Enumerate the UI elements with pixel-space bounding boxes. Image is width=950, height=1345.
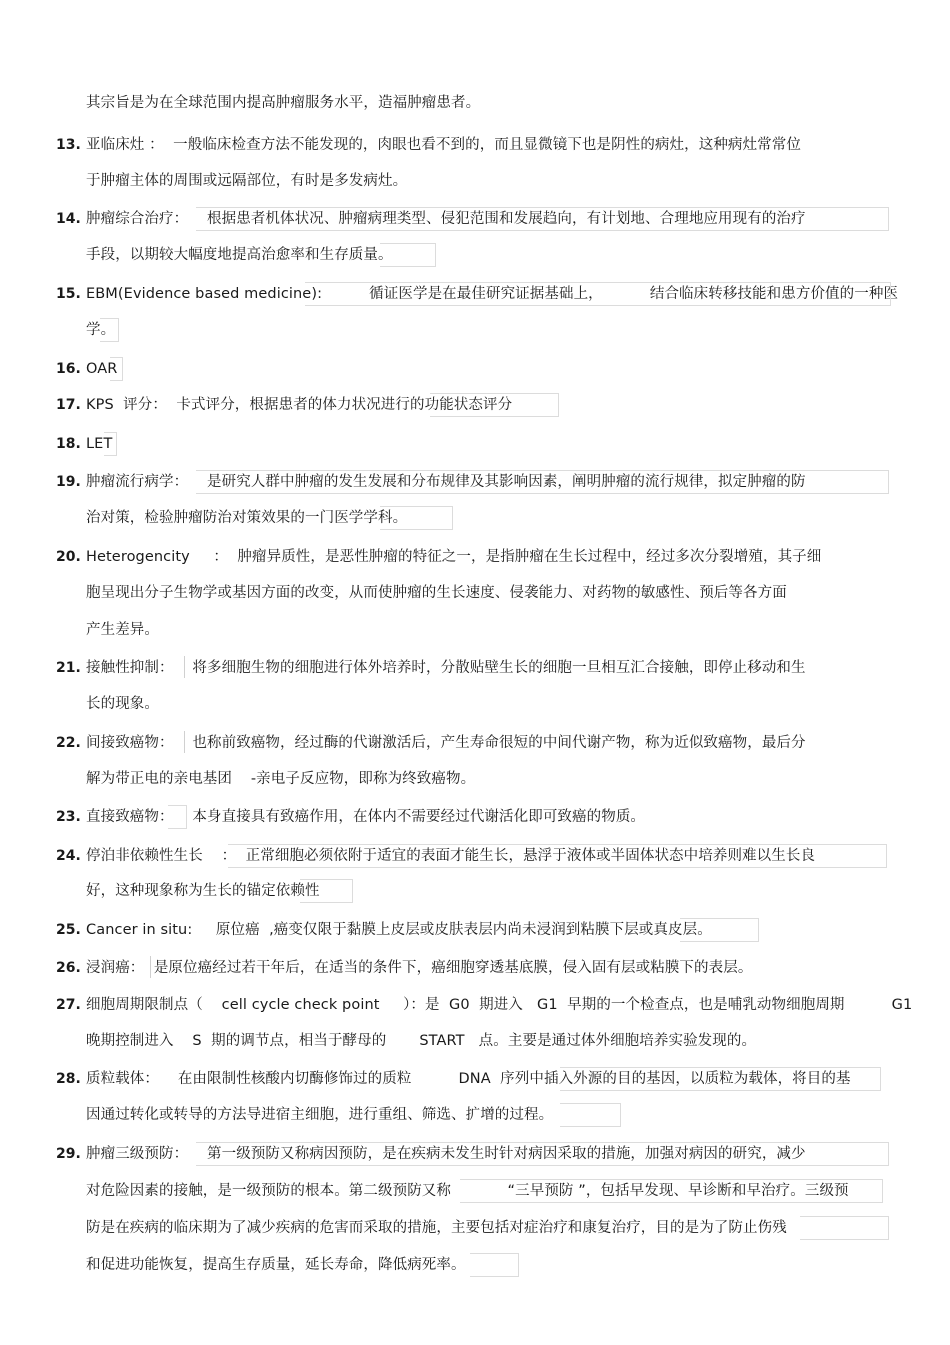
entry-number: 28.	[56, 1071, 81, 1087]
entry-21-line-1: 接触性抑制： 将多细胞生物的细胞进行体外培养时，分散贴壁生长的细胞一旦相互汇合接触，即停止移动和生	[86, 660, 806, 676]
scan-mark	[184, 731, 185, 753]
entry-26-line-1: 浸润癌： 是原位癌经过若干年后，在适当的条件下，癌细胞穿透基底膜，侵入固有层或粘膜下的表层。	[86, 960, 753, 976]
entry-number: 15.	[56, 286, 81, 302]
intro-line: 其宗旨是为在全球范围内提高肿瘤服务水平，造福肿瘤患者。	[86, 95, 481, 111]
entry-27-line-1: 细胞周期限制点（ cell cycle check point ）：是 G0 期进入 G1 早期的一个检查点，也是哺乳动物细胞周期 G1	[86, 997, 913, 1013]
entry-number: 19.	[56, 474, 81, 490]
scan-frame	[560, 1103, 621, 1127]
entry-number: 21.	[56, 660, 81, 676]
entry-20-line-2: 胞呈现出分子生物学或基因方面的改变，从而使肿瘤的生长速度、侵袭能力、对药物的敏感性、预后等各方面	[86, 585, 787, 601]
entry-20-line-3: 产生差异。	[86, 622, 159, 638]
entry-22-line-2: 解为带正电的亲电基团 -亲电子反应物，即称为终致癌物。	[86, 771, 476, 787]
entry-14-line-2: 手段，以期较大幅度地提高治愈率和生存质量。	[86, 247, 393, 263]
entry-25-line-1: Cancer in situ: 原位癌 ,癌变仅限于黏膜上皮层或皮肤表层内尚未浸润到粘膜下层或真皮层。	[86, 922, 712, 938]
entry-27-line-2: 晚期控制进入 S 期的调节点，相当于酵母的 START 点。主要是通过体外细胞培养实验发现的。	[86, 1033, 757, 1049]
entry-number: 16.	[56, 361, 81, 377]
entry-23-line-1: 直接致癌物： 本身直接具有致癌作用，在体内不需要经过代谢活化即可致癌的物质。	[86, 809, 646, 825]
entry-number: 26.	[56, 960, 81, 976]
entry-28-line-1: 质粒载体： 在由限制性核酸内切酶修饰过的质粒 DNA 序列中插入外源的目的基因，以质粒为载体，将目的基	[86, 1071, 851, 1087]
entry-19-line-1: 肿瘤流行病学： 是研究人群中肿瘤的发生发展和分布规律及其影响因素，阐明肿瘤的流行规律，拟定肿瘤的防	[86, 474, 806, 490]
scan-frame	[800, 1216, 889, 1240]
entry-number: 14.	[56, 211, 81, 227]
entry-number: 18.	[56, 436, 81, 452]
entry-29-line-4: 和促进功能恢复，提高生存质量，延长寿命，降低病死率。	[86, 1257, 466, 1273]
entry-20-line-1: Heterogencity ： 肿瘤异质性，是恶性肿瘤的特征之一，是指肿瘤在生长过程中，经过多次分裂增殖，其子细	[86, 549, 822, 565]
entry-29-line-3: 防是在疾病的临床期为了减少疾病的危害而采取的措施，主要包括对症治疗和康复治疗，目的是为了防止伤残	[86, 1220, 787, 1236]
entry-19-line-2: 治对策，检验肿瘤防治对策效果的一门医学学科。	[86, 510, 408, 526]
entry-number: 29.	[56, 1146, 81, 1162]
entry-number: 27.	[56, 997, 81, 1013]
entry-number: 25.	[56, 922, 81, 938]
entry-13-line-2: 于肿瘤主体的周围或远隔部位，有时是多发病灶。	[86, 173, 408, 189]
entry-15-line-1: EBM(Evidence based medicine): 循证医学是在最佳研究证据基础上， 结合临床转移技能和患方价值的一种医	[86, 286, 899, 302]
entry-number: 24.	[56, 848, 81, 864]
entry-number: 22.	[56, 735, 81, 751]
entry-21-line-2: 长的现象。	[86, 696, 159, 712]
scan-mark	[184, 656, 185, 678]
entry-16-line-1: OAR	[86, 361, 118, 377]
entry-15-line-2: 学。	[86, 322, 116, 338]
entry-13-line-1: 亚临床灶 ： 一般临床检查方法不能发现的，肉眼也看不到的，而且显微镜下也是阴性的病灶，这种病灶常常位	[86, 137, 801, 153]
entry-22-line-1: 间接致癌物： 也称前致癌物，经过酶的代谢激活后，产生寿命很短的中间代谢产物，称为近似致癌物，最后分	[86, 735, 806, 751]
scan-mark	[150, 956, 151, 978]
entry-28-line-2: 因通过转化或转导的方法导进宿主细胞，进行重组、筛选、扩增的过程。	[86, 1107, 554, 1123]
entry-18-line-1: LET	[86, 436, 113, 452]
entry-17-line-1: KPS 评分： 卡式评分，根据患者的体力状况进行的功能状态评分	[86, 397, 513, 413]
entry-29-line-2: 对危险因素的接触，是一级预防的根本。第二级预防又称 “三早预防 ”，包括早发现、早诊断和早治疗。三级预	[86, 1183, 849, 1199]
scan-frame	[470, 1253, 519, 1277]
entry-14-line-1: 肿瘤综合治疗： 根据患者机体状况、肿瘤病理类型、侵犯范围和发展趋向，有计划地、合理地应用现有的治疗	[86, 211, 806, 227]
entry-24-line-2: 好，这种现象称为生长的锚定依赖性	[86, 883, 320, 899]
entry-number: 13.	[56, 137, 81, 153]
entry-24-line-1: 停泊非依赖性生长 ： 正常细胞必须依附于适宜的表面才能生长，悬浮于液体或半固体状态中培养则难以生长良	[86, 848, 816, 864]
entry-number: 23.	[56, 809, 81, 825]
entry-number: 17.	[56, 397, 81, 413]
entry-29-line-1: 肿瘤三级预防： 第一级预防又称病因预防，是在疾病未发生时针对病因采取的措施，加强对病因的研究，减少	[86, 1146, 806, 1162]
entry-number: 20.	[56, 549, 81, 565]
